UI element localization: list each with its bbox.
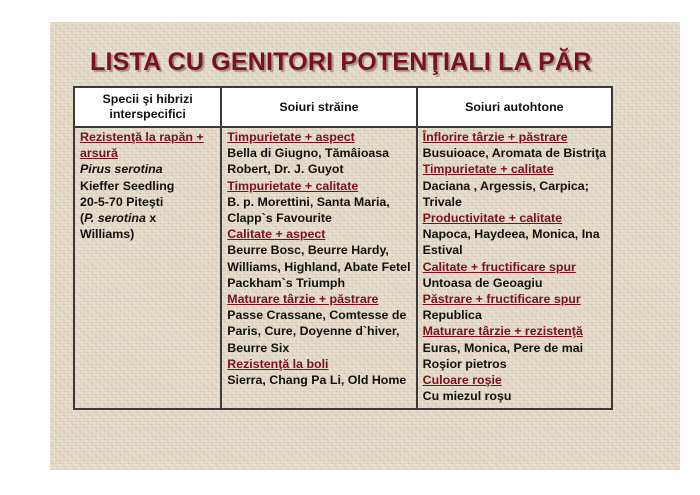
cultivar-list: Napoca, Haydeea, Monica, Ina Estival — [422, 227, 600, 258]
species-name: P. serotina — [84, 211, 146, 226]
cultivar-name: Kieffer Seedling — [80, 178, 175, 193]
category-label: Înflorire târzie + păstrare — [422, 130, 568, 144]
cultivar-list: Untoasa de Geoagiu — [422, 275, 543, 290]
paren: ( — [80, 211, 85, 226]
header-native-cultivars: Soiuri autohtone — [417, 87, 612, 127]
category-label: Timpurietate + calitate — [227, 178, 359, 193]
category-label: Rezistenţă la rapăn + arsură — [80, 130, 204, 161]
cultivar-list: Busuioace, Aromata de Bistriţa — [422, 146, 607, 161]
category-label: Productivitate + calitate — [422, 211, 563, 226]
hybrid-parents — [80, 210, 216, 226]
category-label: Culoare roşie — [422, 373, 502, 388]
species-cell — [74, 127, 221, 409]
native-cultivars-cell — [417, 127, 612, 409]
table-body-row — [74, 127, 612, 409]
cultivar-list: Cu miezul roşu — [422, 389, 512, 404]
cross-symbol: x — [145, 211, 157, 226]
cultivar-list: Packham`s Triumph — [227, 275, 346, 290]
header-foreign-cultivars: Soiuri străine — [221, 87, 416, 127]
category-label: Calitate + fructificare spur — [422, 259, 576, 274]
cultivar-list: Daciana , Argessis, Carpica; Trivale — [422, 178, 589, 209]
cultivar-list: Euras, Monica, Pere de mai Roşior pietros — [422, 340, 584, 371]
cultivar-list: Sierra, Chang Pa Li, Old Home — [227, 373, 407, 388]
hybrid-parent: Williams) — [80, 227, 135, 242]
category-label: Timpurietate + calitate — [422, 162, 554, 177]
category-label: Rezistenţă la boli — [227, 356, 329, 371]
header-species: Specii şi hibrizi interspecifici — [74, 87, 221, 127]
cultivar-list: Bella di Giugno, Tămâioasa Robert, Dr. J. Guyot — [227, 146, 390, 177]
hybrid-code: 20-5-70 Piteşti — [80, 194, 164, 209]
slide-title: LISTA CU GENITORI POTENŢIALI LA PĂR — [90, 48, 592, 76]
species-name: Pirus serotina — [80, 162, 163, 177]
category-label: Calitate + aspect — [227, 227, 326, 242]
parents-table — [73, 86, 613, 410]
category-label: Maturare târzie + rezistenţă — [422, 324, 583, 339]
category-label: Timpurietate + aspect — [227, 130, 355, 144]
cultivar-list: Republica — [422, 308, 482, 323]
cultivar-list: B. p. Morettini, Santa Maria, Clapp`s Favourite — [227, 194, 390, 226]
table-header-row — [74, 87, 612, 127]
cultivar-list: Passe Crassane, Comtesse de Paris, Cure, Doyenne d`hiver, Beurre Six — [227, 308, 407, 355]
foreign-cultivars-cell — [221, 127, 416, 409]
category-label: Maturare târzie + păstrare — [227, 292, 379, 307]
category-label: Păstrare + fructificare spur — [422, 292, 581, 307]
cultivar-list: Beurre Bosc, Beurre Hardy, Williams, Highland, Abate Fetel — [227, 243, 411, 274]
